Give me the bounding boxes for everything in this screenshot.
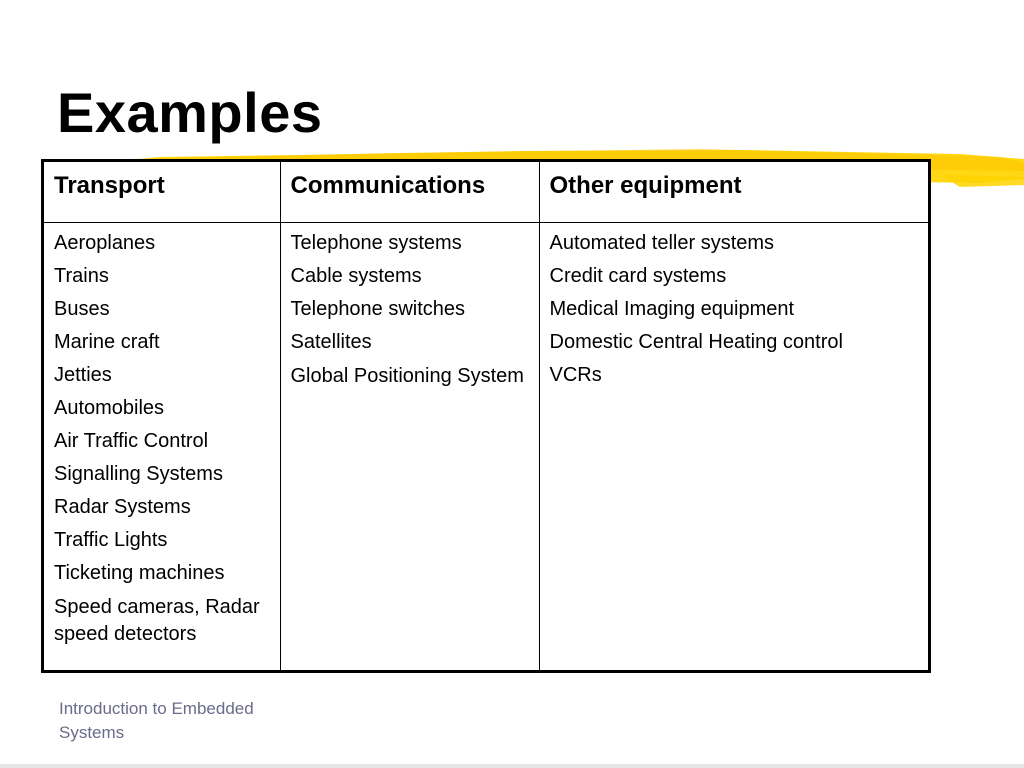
list-item: Marine craft bbox=[54, 330, 160, 353]
list-item: Automated teller systems bbox=[549, 231, 775, 254]
list-item: Radar Systems bbox=[54, 495, 191, 518]
list-item: Credit card systems bbox=[549, 264, 727, 287]
list-item: Aeroplanes bbox=[54, 231, 156, 254]
column-header-other-equipment: Other equipment bbox=[539, 162, 928, 222]
list-item: Ticketing machines bbox=[54, 561, 225, 584]
column-header-transport: Transport bbox=[44, 162, 280, 222]
list-item: Speed cameras, Radar speed detectors bbox=[54, 595, 260, 645]
list-item: Buses bbox=[54, 297, 110, 320]
list-item: Medical Imaging equipment bbox=[549, 297, 795, 320]
list-item: Signalling Systems bbox=[54, 462, 223, 485]
bottom-divider bbox=[0, 764, 1024, 768]
transport-cell bbox=[44, 222, 280, 670]
list-item: Satellites bbox=[290, 330, 372, 353]
communications-cell bbox=[280, 222, 539, 670]
list-item: Traffic Lights bbox=[54, 528, 168, 551]
list-item: Telephone systems bbox=[290, 231, 462, 254]
list-item: Trains bbox=[54, 264, 109, 287]
list-item: Global Positioning System bbox=[290, 364, 524, 387]
table-header-row bbox=[44, 162, 928, 222]
footer-label: Introduction to Embedded Systems bbox=[59, 699, 254, 742]
list-item: Domestic Central Heating control bbox=[549, 330, 843, 353]
list-item: Air Traffic Control bbox=[54, 429, 209, 452]
list-item: Telephone switches bbox=[290, 297, 466, 320]
slide-title: Examples bbox=[57, 81, 323, 144]
table-row bbox=[44, 222, 928, 670]
list-item: Cable systems bbox=[290, 264, 422, 287]
list-item: VCRs bbox=[549, 363, 602, 386]
other-equipment-cell bbox=[539, 222, 928, 670]
list-item: Jetties bbox=[54, 363, 112, 386]
column-header-communications: Communications bbox=[280, 162, 539, 222]
list-item: Automobiles bbox=[54, 396, 165, 419]
examples-table bbox=[41, 159, 931, 673]
